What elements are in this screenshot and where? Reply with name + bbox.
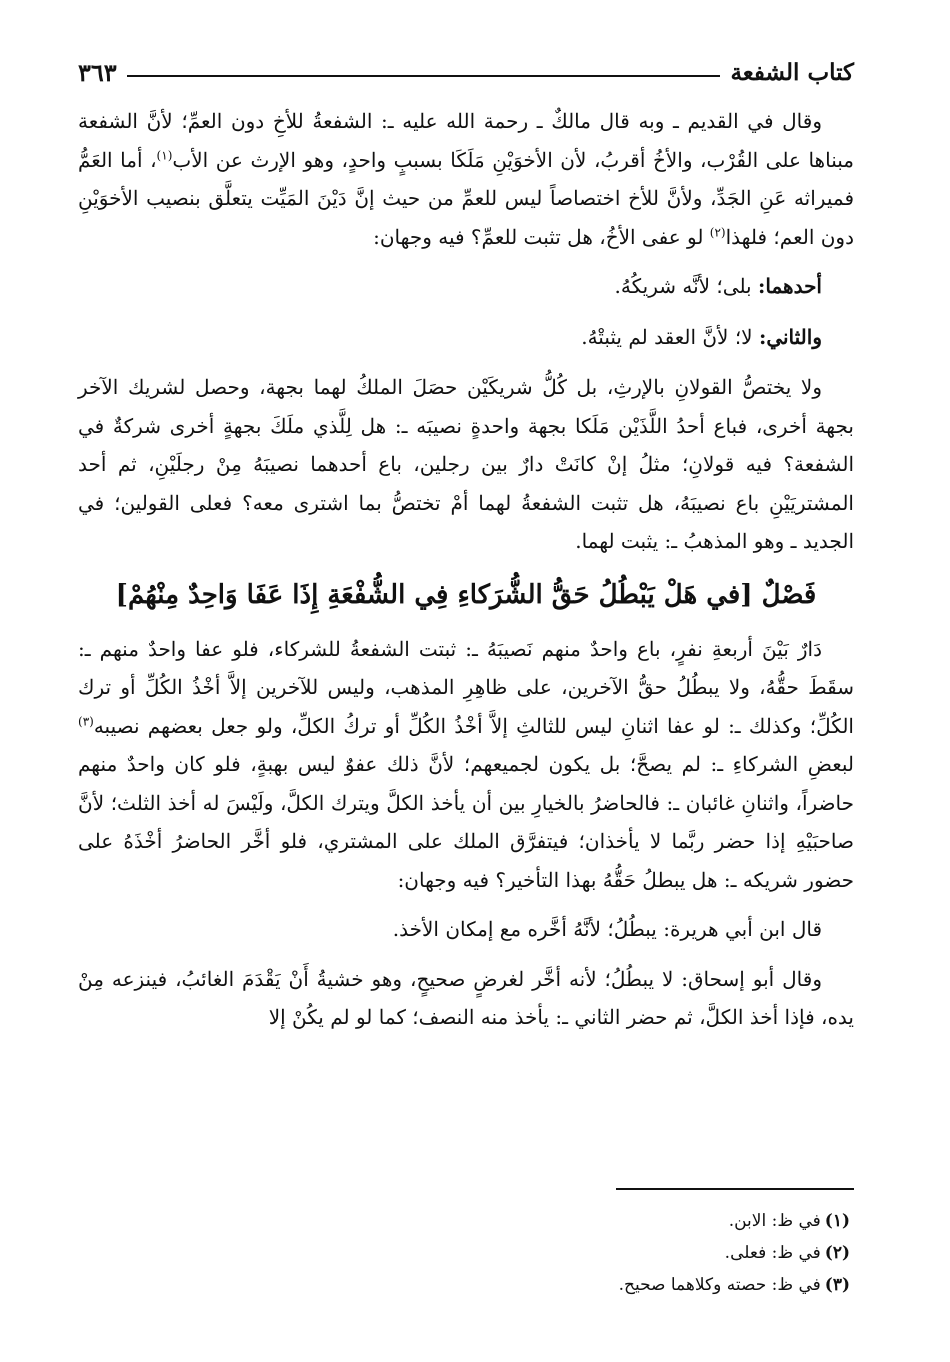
paragraph-text: ، أما العَمُّ فميراثه عَنِ الجَدِّ، ولأنَّ للأخ اختصاصاً ليس للعمِّ من حيث إنَّ دَيْنَ المَيِّت يتعلَّق بنصيب الأخوَيْنِ دون العم؛ فلهذا [78,147,854,249]
paragraph [78,267,854,306]
paragraph [78,368,854,561]
footnote-text: في ظ: الابن. [728,1211,821,1231]
footnote-number: (١) [824,1211,850,1231]
paragraph [78,630,854,900]
paragraph-text: لو عفى الأخُ، هل تثبت للعمِّ؟ فيه وجهان: [373,224,710,249]
running-header [78,52,854,92]
footnote-text: في ظ: حصته وكلاهما صحيح. [618,1275,821,1295]
page-number: ٣٦٣ [78,57,117,87]
paragraph-text: لبعضِ الشركاءِ ـ: لم يصحَّ؛ بل يكون لجميعهم؛ لأنَّ ذلك عفوٌ ليس بهبةٍ، فلو كان واحدٌ منهم حاضراً، واثنانِ غائبان ـ: فالحاضرُ بالخيارِ بين أن يأخذ الكلَّ ويترك الكلَّ، ولَيْسَ له أخذ الثلث؛ لأنَّ صاحبَيْهِ إذا حضر ربَّما لا يأخذان؛ فيتفرَّق الملك على المشتري، فلو أخَّر الحاضرُ أخْذَهُ على حضور شريكه ـ: هل يبطلُ حَقُّهُ بهذا التأخير؟ فيه وجهان: [78,752,854,892]
footnote-marker: (٣) [78,713,94,728]
paragraph-text: قال ابن أبي هريرة: يبطُلُ؛ لأنَّهُ أخَّره مع إمكان الأخذ. [392,917,822,941]
paragraph-text: وقال أبو إسحاق: لا يبطُلُ؛ لأنه أخَّر لغرضٍ صحيحٍ، وهو خشيةُ أَنْ يَقْدَمَ الغائبُ، فينزعه مِنْ يده، فإذا أخذ الكلَّ، ثم حضر الثاني ـ: يأخذ منه النصف؛ كما لو لم يكُنْ إلا [78,966,854,1029]
paragraph-text: وقال في القديم ـ وبه قال مالكٌ ـ رحمة الله عليه ـ: الشفعةُ للأخِ دون العمِّ؛ لأنَّ الشفعة مبناها على القُرْب، والأخُ أقربُ، لأن الأخوَيْنِ مَلَكَا بسببٍ واحدٍ، وهو الإرث عن الأب [78,109,854,172]
main-text [78,102,854,1037]
paragraph [78,102,854,256]
footnote-item [78,1206,850,1237]
paragraph-lead: أحدهما: [757,274,822,298]
paragraph-text: لا؛ لأنَّ العقد لم يثبتْهُ. [581,324,759,349]
book-title: كتاب الشفعة [730,58,854,86]
footnote-separator [616,1188,854,1190]
footnote-marker: (١) [156,147,173,162]
footnote-number: (٣) [824,1275,850,1295]
footnote-item [78,1238,850,1269]
paragraph [78,910,854,949]
footnote-number: (٢) [824,1243,850,1263]
footnotes [78,1206,850,1302]
paragraph-text: دَارٌ بَيْنَ أربعةِ نفرٍ، باع واحدٌ منهم نَصيبَهُ ـ: ثبتت الشفعةُ للشركاء، فلو عفا واحدٌ منهم ـ: سقَطَ حقُّهُ، ولا يبطُلُ حقُّ الآخرين، على ظاهِرِ المذهب، وليس للآخرين إلاَّ أخْذُ الكُلِّ أو ترك الكُلِّ؛ وكذلك ـ: لو عفا اثنانِ ليس للثالثِ إلاَّ أخْذُ الكُلِّ أو تركُ الكلِّ، ولو جعل بعضهم نصيبه [78,636,854,738]
paragraph [78,960,854,1037]
paragraph-lead: والثاني: [758,324,822,349]
paragraph-text: بلى؛ لأنَّه شريكُهُ. [614,274,758,298]
footnote-marker: (٢) [709,224,726,239]
paragraph [78,318,854,357]
footnote-item [78,1270,850,1301]
paragraph-text: ولا يختصُّ القولانِ بالإرثِ، بل كُلُّ شريكَيْن حصَلَ الملكُ لهما بجهة، وحصل لشريك الآخر بجهة أخرى، فباع أحدُ اللَّذَيْن مَلَكا بجهة واحدةٍ نصيبَه ـ: هل لِلَّذي ملَكَ بجهةٍ أخرى شركةٌ في الشفعة؟ فيه قولانِ؛ مثلُ إنْ كانَتْ دارٌ بين رجلين، باع أحدهما نصيبَهُ مِنْ رجلَيْنِ، ثم أحد المشتريَيْنِ باع نصيبَهُ، هل تثبت الشفعةُ لهما أمْ تختصُّ بما اشترى معه؟ فعلى القولين؛ في الجديد ـ وهو المذهبُ ـ: يثبت لهما. [78,375,855,553]
section-heading: فَصْلٌ [في هَلْ يَبْطُلُ حَقُّ الشُّرَكاءِ فِي الشُّفْعَةِ إِذَا عَفَا وَاحِدٌ مِنْهُمْ] [115,579,817,610]
footnote-text: في ظ: فعلى. [724,1243,821,1263]
header-rule [127,75,721,77]
